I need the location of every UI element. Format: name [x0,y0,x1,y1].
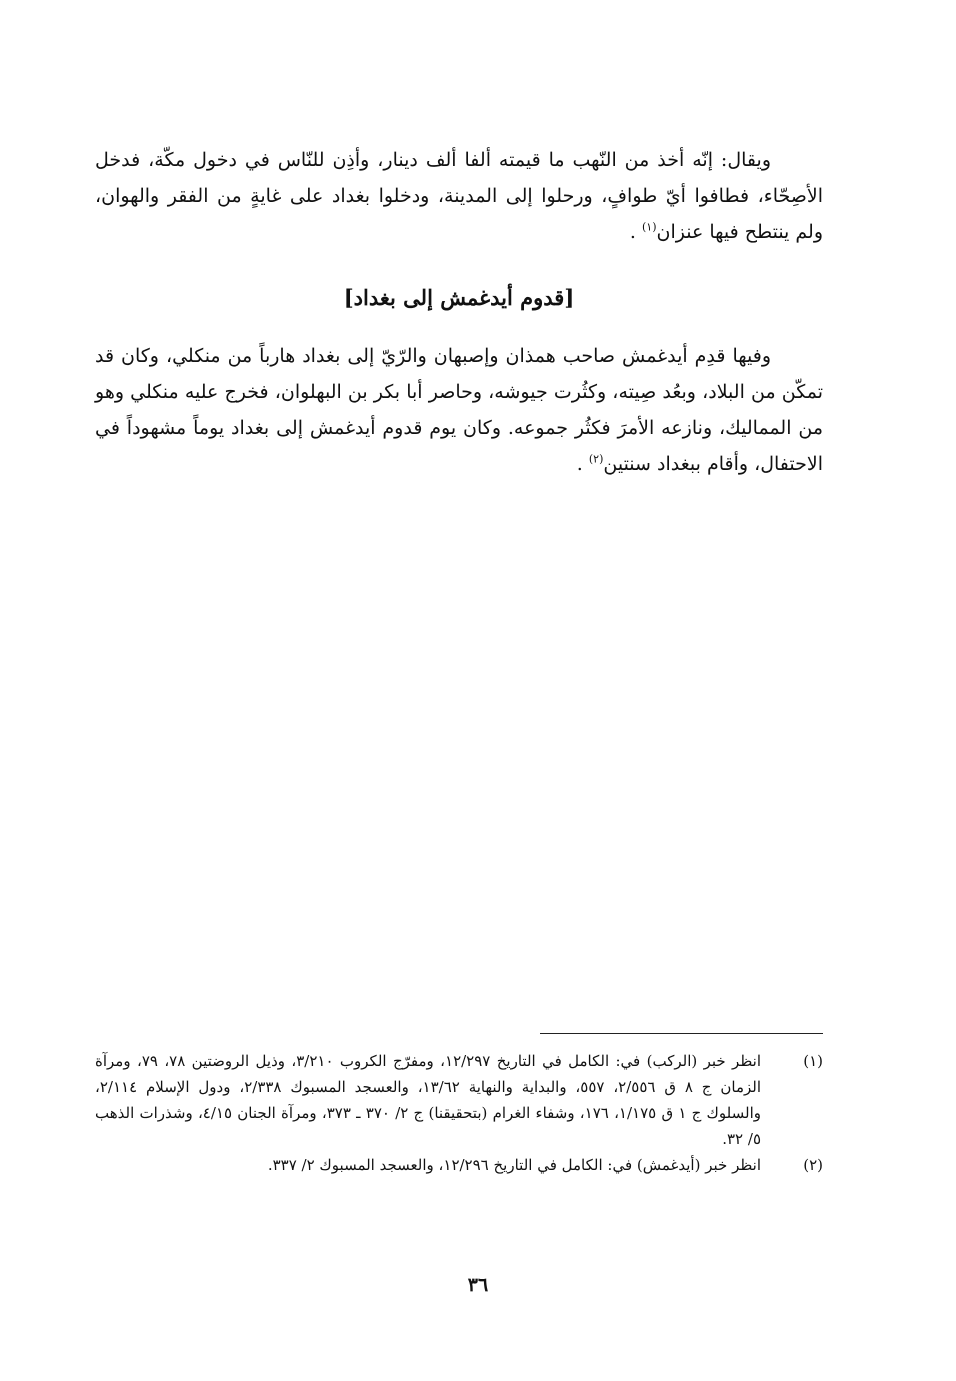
footnote-divider [540,1033,823,1034]
footnote-number: (١) [803,1052,823,1070]
paragraph-2-body: وفيها قدِم أيدغمش صاحب همذان وإصبهان والرّيّ إلى بغداد هارباً من منكلي، وكان قد تمكّن من البلاد، وبعُد صِيته، وكثُرت جيوشه، وحاصر أبا بكر بن البهلوان، فخرج عليه منكلي وهو من المماليك، ونازعه الأمرَ فكثُر جموعه. وكان يوم قدوم أيدغمش إلى بغداد يوماً مشهوداً في الاحتفال، وأقام ببغداد سنتين [95,345,823,475]
footnote-2 [95,1152,823,1178]
footnote-ref-2[interactable]: (٢) [588,452,604,466]
footnote-text: انظر خبر (أيدغمش) في: الكامل في التاريخ ١٢/٢٩٦، والعسجد المسبوك ٢/ ٣٣٧. [267,1156,761,1174]
footnote-ref-1[interactable]: (١) [642,220,657,234]
footnotes-section [95,1048,823,1178]
paragraph-1-body: ويقال: إنّه أخذ من النّهب ما قيمته ألفا ألف دينار، وأذِن للنّاس في دخول مكّة، فدخل الأصِحّاء، فطافوا أيّ طوافٍ، ورحلوا إلى المدينة، ودخلوا بغداد على غايةٍ من الفقر والهوان، ولم ينتطح فيها عنزان [95,149,823,243]
paragraph-2-end: . [576,453,583,475]
footnote-1 [95,1048,823,1152]
paragraph-2-text [95,338,823,482]
page-number: ٣٦ [467,1274,489,1296]
paragraph-1 [95,142,823,250]
paragraph-2 [95,338,823,482]
footnote-text: انظر خبر (الركب) في: الكامل في التاريخ ١٢/٢٩٧، ومفرّج الكروب ٣/٢١٠، وذيل الروضتين ٧٨، ٧٩، ومرآة الزمان ج ٨ ق ٢/٥٥٦، ٥٥٧، والبداية والنهاية ١٣/٦٢، والعسجد المسبوك ٢/٣٣٨، ودول الإسلام ٢/١١٤، والسلوك ج ١ ق ١/١٧٥، ١٧٦، وشفاء الغرام (بتحقيقنا) ج ٢/ ٣٧٠ ـ ٣٧٣، ومرآة الجنان ٤/١٥، وشذرات الذهب ٥/ ٣٢. [95,1052,761,1148]
section-heading: [قدوم أيدغمش إلى بغداد] [343,285,575,310]
footnote-number: (٢) [803,1156,823,1174]
paragraph-1-end: . [629,221,636,243]
paragraph-1-text [95,142,823,250]
